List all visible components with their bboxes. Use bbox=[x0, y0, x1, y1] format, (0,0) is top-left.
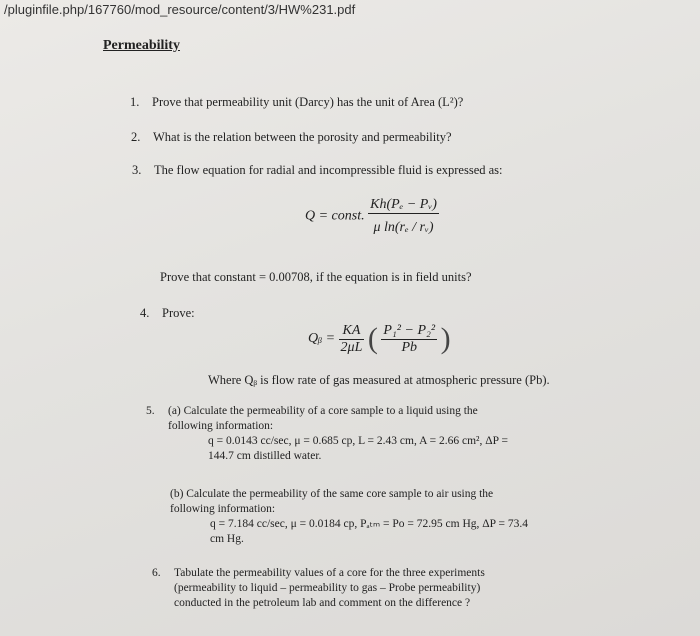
q5b-line-3: q = 7.184 cc/sec, μ = 0.0184 cp, Pₐₜₘ = Po = 72.95 cm Hg, ΔP = 73.4 bbox=[210, 518, 528, 530]
question-number: 1. bbox=[130, 95, 140, 109]
page-title: Permeability bbox=[103, 38, 180, 53]
equation-lhs: Qᵦ = bbox=[308, 331, 336, 347]
question-4 bbox=[140, 306, 195, 321]
question-3 bbox=[132, 163, 503, 178]
question-text: What is the relation between the porosity and permeability? bbox=[153, 130, 452, 144]
equation-denominator: μ ln(rₑ / rᵥ) bbox=[373, 220, 434, 235]
question-number: 4. bbox=[140, 306, 150, 320]
question-number: 3. bbox=[132, 163, 142, 177]
q5b-line-1: (b) Calculate the permeability of the same core sample to air using the bbox=[170, 488, 494, 500]
fraction-2-denominator: Pb bbox=[401, 339, 417, 355]
question-text: Prove: bbox=[162, 306, 195, 320]
question-3-prove: Prove that constant = 0.00708, if the equation is in field units? bbox=[160, 270, 472, 284]
question-1 bbox=[130, 95, 463, 110]
question-number: 6. bbox=[152, 567, 161, 579]
fraction-1-denominator: 2μL bbox=[340, 339, 363, 355]
right-paren-icon: ) bbox=[440, 322, 451, 355]
q6-line-1: Tabulate the permeability values of a core for the three experiments bbox=[174, 567, 485, 579]
url-bar[interactable]: /pluginfile.php/167760/mod_resource/content/3/HW%231.pdf bbox=[4, 2, 356, 17]
question-text: The flow equation for radial and incompressible fluid is expressed as: bbox=[154, 163, 503, 177]
question-5b bbox=[170, 487, 528, 547]
q5a-line-2: following information: bbox=[168, 420, 274, 432]
q5b-line-4: cm Hg. bbox=[210, 533, 244, 545]
question-2 bbox=[131, 130, 452, 145]
fraction-2-numerator: P₁² − P₂² bbox=[383, 322, 436, 338]
question-text: Prove that permeability unit (Darcy) has the unit of Area (L²)? bbox=[152, 95, 464, 109]
q6-line-3: conducted in the petroleum lab and comment on the difference ? bbox=[174, 597, 471, 609]
q5a-line-1: (a) Calculate the permeability of a core sample to a liquid using the bbox=[168, 405, 478, 417]
equation-lhs: Q = const. bbox=[305, 208, 365, 224]
q5b-line-2: following information: bbox=[170, 503, 276, 515]
question-6 bbox=[152, 566, 485, 611]
equation-gas-flow bbox=[308, 322, 451, 356]
left-paren-icon: ( bbox=[367, 322, 378, 355]
question-number: 5. bbox=[146, 405, 155, 417]
equation-radial-flow bbox=[305, 197, 439, 236]
question-number: 2. bbox=[131, 130, 141, 144]
equation-numerator: Kh(Pₑ − Pᵥ) bbox=[370, 197, 437, 212]
q5a-line-3: q = 0.0143 cc/sec, μ = 0.685 cp, L = 2.43 cm, A = 2.66 cm², ΔP = bbox=[208, 435, 508, 447]
question-5 bbox=[146, 404, 508, 464]
q5a-line-4: 144.7 cm distilled water. bbox=[208, 450, 322, 462]
fraction-1-numerator: KA bbox=[339, 323, 365, 340]
question-4-where: Where Qᵦ is flow rate of gas measured at atmospheric pressure (Pb). bbox=[208, 373, 550, 387]
q6-line-2: (permeability to liquid – permeability to gas – Probe permeability) bbox=[174, 582, 481, 594]
